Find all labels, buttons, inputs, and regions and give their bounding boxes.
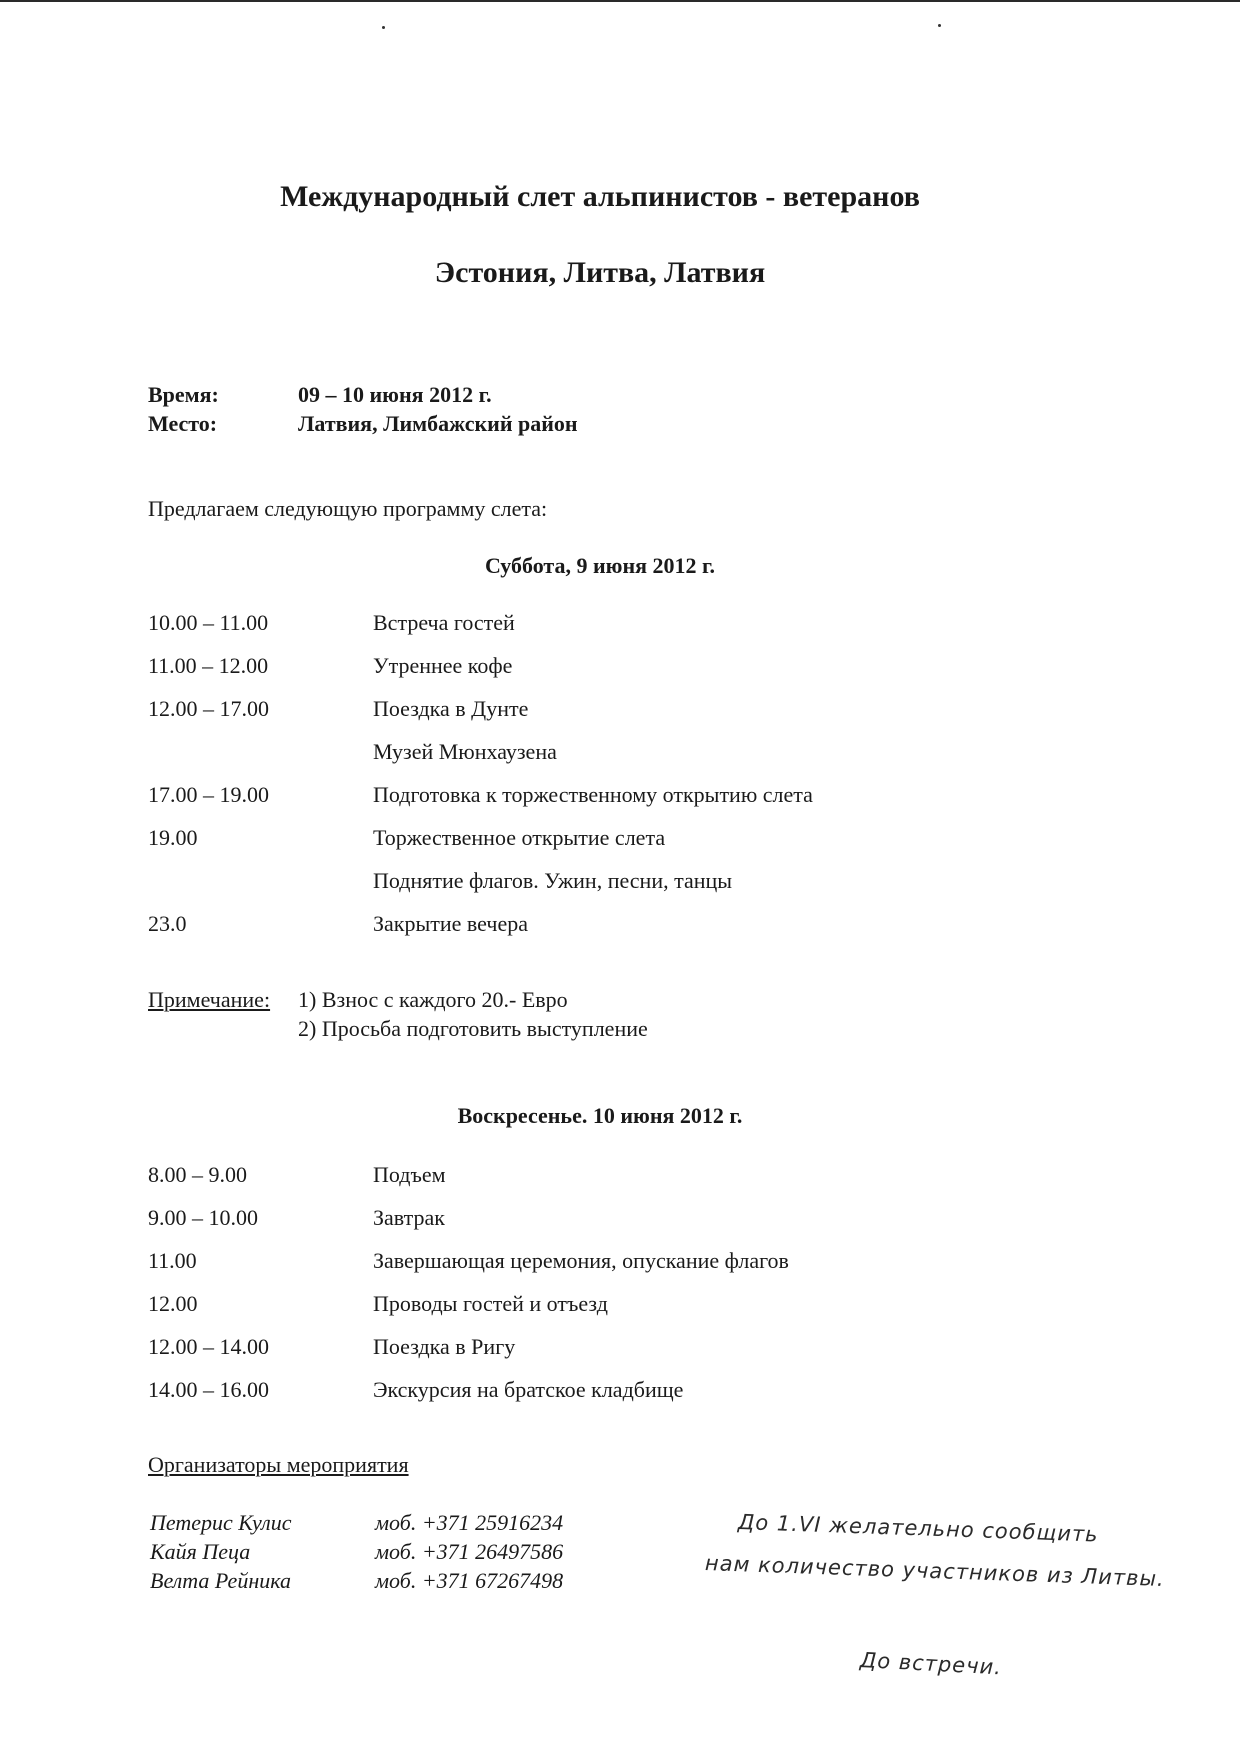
schedule-time: 19.00 — [148, 825, 198, 850]
schedule-row — [0, 1248, 1240, 1278]
schedule-row — [0, 782, 1240, 812]
schedule-row — [0, 825, 1240, 855]
schedule-event: Утреннее кофе — [373, 653, 513, 678]
contact-row — [0, 1510, 700, 1540]
schedule-event: Торжественное открытие слета — [373, 825, 666, 850]
contact-name: Велта Рейника — [150, 1568, 291, 1593]
schedule-event: Закрытие вечера — [373, 911, 528, 936]
schedule-time: 12.00 – 17.00 — [148, 696, 269, 721]
scan-top-edge — [0, 0, 1240, 2]
contact-phone: моб. +371 26497586 — [375, 1539, 564, 1564]
schedule-time: 9.00 – 10.00 — [148, 1205, 258, 1230]
handwritten-note-line1: До 1.VI желательно сообщить — [737, 1510, 1099, 1547]
schedule-event: Поднятие флагов. Ужин, песни, танцы — [373, 868, 733, 893]
schedule-event: Завтрак — [373, 1205, 445, 1230]
organizers-heading: Организаторы мероприятия — [148, 1452, 409, 1477]
schedule-row — [0, 1205, 1240, 1235]
schedule-time: 10.00 – 11.00 — [148, 610, 269, 635]
schedule-event: Встреча гостей — [373, 610, 515, 635]
schedule-time: 17.00 – 19.00 — [148, 782, 269, 807]
contact-name: Петерис Кулис — [150, 1510, 292, 1535]
schedule-time: 8.00 – 9.00 — [148, 1162, 247, 1187]
contact-phone: моб. +371 67267498 — [375, 1568, 564, 1593]
schedule-row — [0, 1377, 1240, 1407]
time-value: 09 – 10 июня 2012 г. — [298, 382, 492, 407]
schedule-time: 23.0 — [148, 911, 187, 936]
contact-row — [0, 1568, 700, 1598]
contact-phone: моб. +371 25916234 — [375, 1510, 564, 1535]
note-label: Примечание: — [148, 987, 271, 1012]
program-intro: Предлагаем следующую программу слета: — [148, 496, 548, 521]
schedule-time: 14.00 – 16.00 — [148, 1377, 269, 1402]
handwritten-closing: До встречи. — [859, 1648, 1003, 1680]
schedule-row — [0, 911, 1240, 941]
schedule-event: Экскурсия на братское кладбище — [373, 1377, 684, 1402]
schedule-event: Подготовка к торжественному открытию слета — [373, 782, 813, 807]
schedule-event: Поездка в Дунте — [373, 696, 529, 721]
schedule-time: 12.00 — [148, 1291, 198, 1316]
schedule-event: Музей Мюнхаузена — [373, 739, 557, 764]
schedule-row — [0, 739, 1240, 769]
schedule-time: 11.00 – 12.00 — [148, 653, 269, 678]
scan-speck — [938, 24, 941, 27]
document-subtitle: Эстония, Литва, Латвия — [434, 256, 766, 289]
contact-name: Кайя Пеца — [150, 1539, 251, 1564]
note-item: 2) Просьба подготовить выступление — [298, 1016, 648, 1041]
saturday-heading: Суббота, 9 июня 2012 г. — [484, 553, 716, 578]
schedule-row — [0, 1334, 1240, 1364]
schedule-row — [0, 1162, 1240, 1192]
place-label: Место: — [148, 411, 218, 436]
place-value: Латвия, Лимбажский район — [298, 411, 578, 436]
schedule-row — [0, 868, 1240, 898]
contact-row — [0, 1539, 700, 1569]
schedule-row — [0, 653, 1240, 683]
schedule-event: Поездка в Ригу — [373, 1334, 516, 1359]
schedule-event: Подъем — [373, 1162, 446, 1187]
schedule-time: 11.00 — [148, 1248, 197, 1273]
schedule-row — [0, 1291, 1240, 1321]
note-item: 1) Взнос с каждого 20.- Евро — [298, 987, 568, 1012]
schedule-row — [0, 610, 1240, 640]
time-label: Время: — [148, 382, 219, 407]
document-title: Международный слет альпинистов - ветеранов — [280, 180, 920, 213]
schedule-time: 12.00 – 14.00 — [148, 1334, 269, 1359]
handwritten-note-line2: нам количество участников из Литвы. — [704, 1551, 1166, 1592]
schedule-event: Проводы гостей и отъезд — [373, 1291, 608, 1316]
sunday-heading: Воскресенье. 10 июня 2012 г. — [457, 1103, 743, 1128]
schedule-event: Завершающая церемония, опускание флагов — [373, 1248, 789, 1273]
scan-speck — [382, 26, 385, 29]
schedule-row — [0, 696, 1240, 726]
